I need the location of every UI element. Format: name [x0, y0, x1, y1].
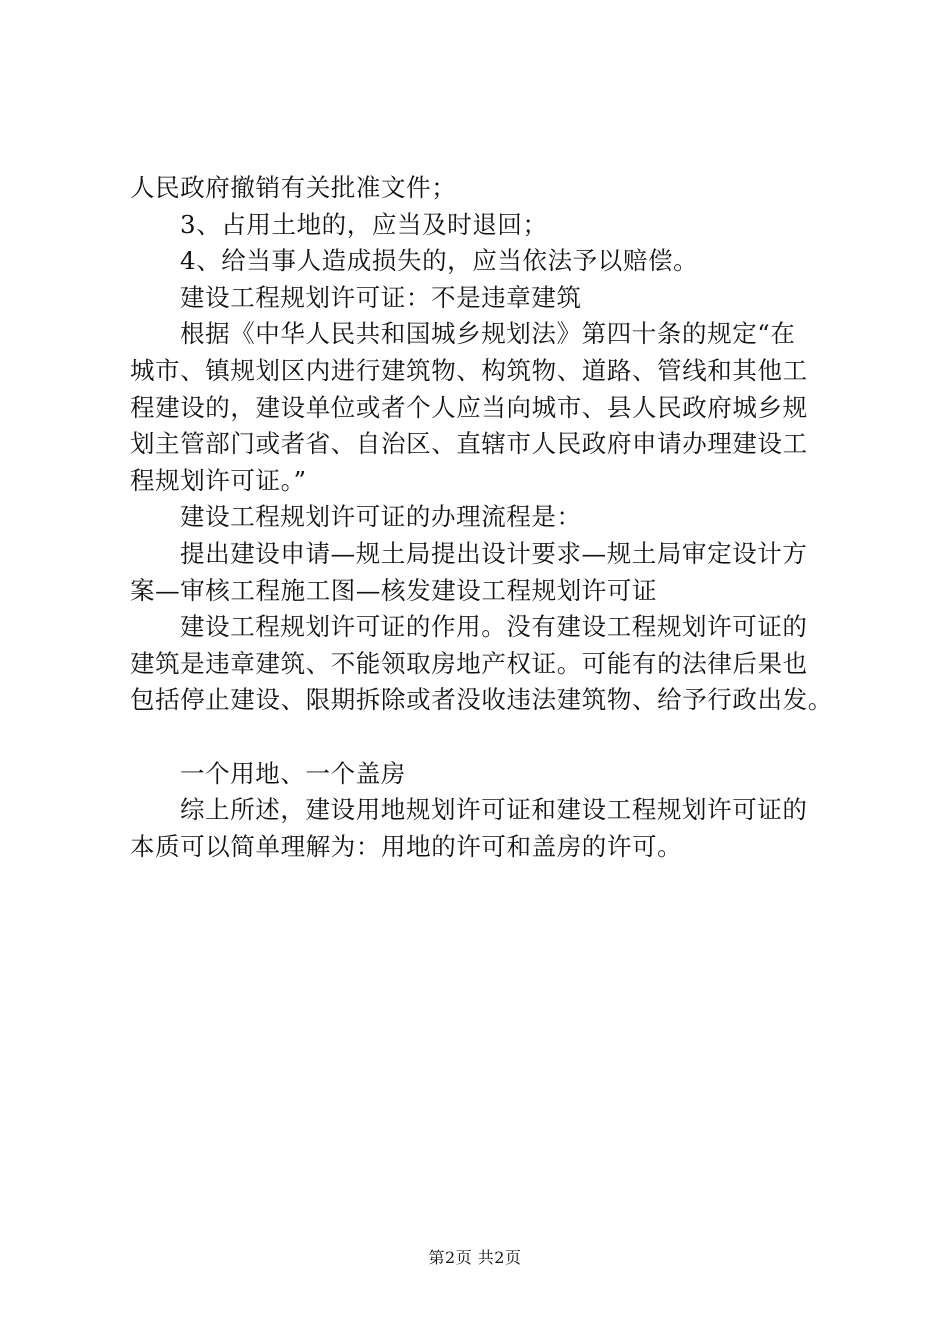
section-heading: 一个用地、一个盖房 [180, 758, 406, 788]
text-line: 程规划许可证。” [130, 465, 307, 495]
text-line: 根据《中华人民共和国城乡规划法》第四十条的规定“在 [180, 319, 796, 349]
text-line: 4、给当事人造成损失的，应当依法予以赔偿。 [180, 246, 699, 276]
section-heading: 建设工程规划许可证：不是违章建筑 [180, 282, 582, 312]
page-footer [0, 1245, 950, 1268]
text-line: 3、占用土地的，应当及时退回； [180, 209, 548, 239]
text-line: 程建设的，建设单位或者个人应当向城市、县人民政府城乡规 [130, 392, 808, 422]
document-body [130, 170, 850, 865]
paragraph-gap [130, 719, 850, 756]
text-line: 包括停止建设、限期拆除或者没收违法建筑物、给予行政出发。 [130, 685, 833, 715]
text-line: 综上所述，建设用地规划许可证和建设工程规划许可证的 [180, 795, 808, 825]
page-number: 第2页 共2页 [428, 1248, 522, 1267]
text-line: 划主管部门或者省、自治区、直辖市人民政府申请办理建设工 [130, 429, 808, 459]
text-line: 建筑是违章建筑、不能领取房地产权证。可能有的法律后果也 [130, 648, 808, 678]
text-line: 提出建设申请—规土局提出设计要求—规土局审定设计方 [180, 538, 808, 568]
text-line: 案—审核工程施工图—核发建设工程规划许可证 [130, 575, 658, 605]
text-line: 人民政府撤销有关批准文件； [130, 173, 457, 202]
text-line: 建设工程规划许可证的作用。没有建设工程规划许可证的 [180, 612, 808, 642]
text-line: 城市、镇规划区内进行建筑物、构筑物、道路、管线和其他工 [130, 355, 808, 385]
text-line: 建设工程规划许可证的办理流程是： [180, 502, 582, 532]
text-line: 本质可以简单理解为：用地的许可和盖房的许可。 [130, 831, 683, 861]
